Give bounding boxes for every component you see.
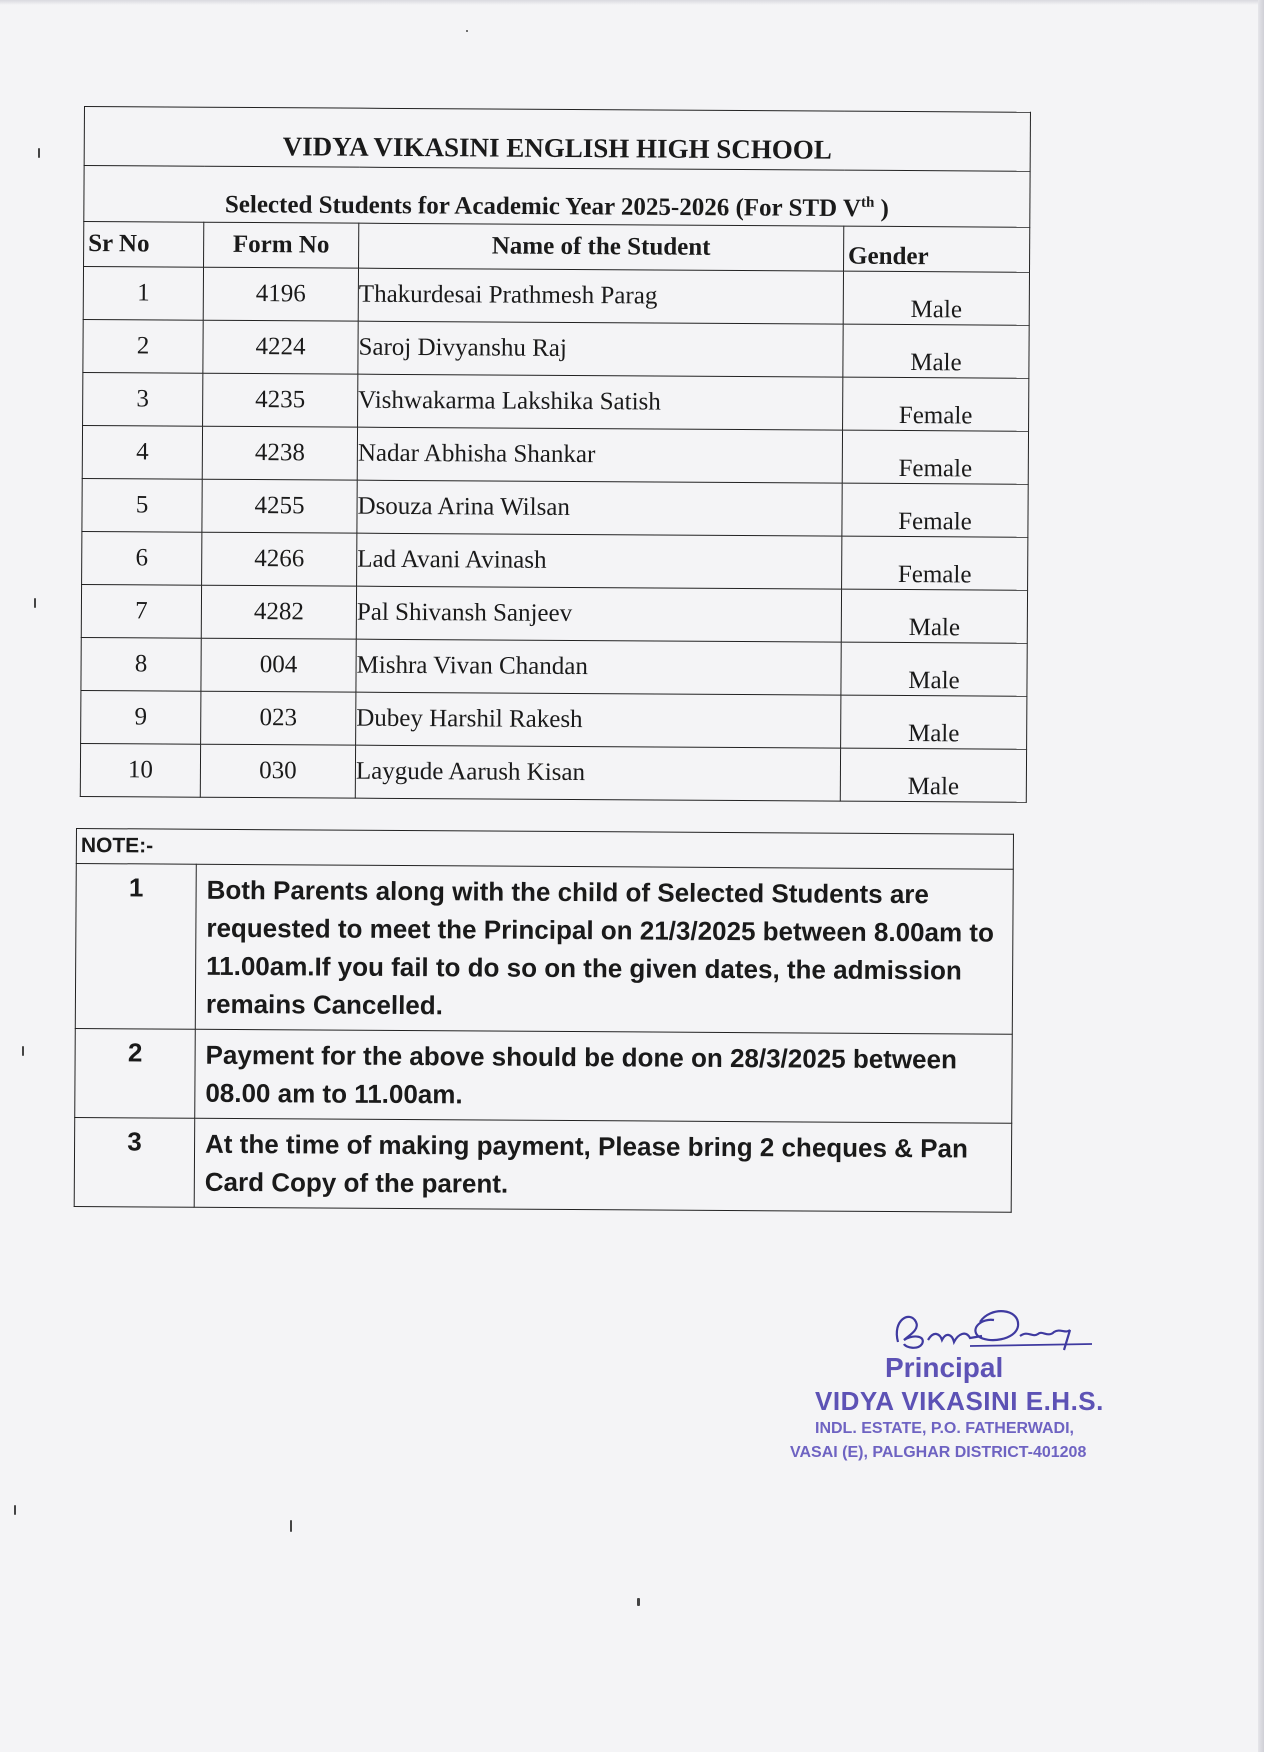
notes-table [74,828,1014,1213]
cell-gender: Male [841,589,1027,643]
scan-speck [14,1505,16,1515]
cell-student-name: Vishwakarma Lakshika Satish [358,374,843,430]
header-sr-no: Sr No [84,222,204,268]
table-row [81,584,1027,643]
cell-gender: Male [840,748,1026,802]
table-row [81,690,1027,749]
cell-form-no: 4266 [202,532,357,586]
cell-form-no: 4238 [202,426,357,480]
page-top-edge [0,0,1264,5]
header-gender: Gender [844,226,1030,272]
subtitle-superscript: th [860,194,875,211]
scan-speck [38,148,40,158]
page-right-edge [1258,0,1264,1752]
cell-student-name: Lad Avani Avinash [357,533,842,589]
scan-speck [466,30,468,32]
cell-student-name: Dsouza Arina Wilsan [357,480,842,536]
note-item [75,1028,1013,1123]
cell-gender: Male [843,271,1029,325]
scan-speck [290,1520,292,1532]
cell-student-name: Saroj Divyanshu Raj [358,321,843,377]
cell-student-name: Laygude Aarush Kisan [355,745,840,801]
note-text: Payment for the above should be done on 28/3/2025 between 08.00 am to 11.00am. [195,1029,1013,1123]
cell-gender: Male [841,695,1027,749]
scan-speck [22,1046,24,1056]
note-item [74,1117,1012,1212]
cell-sr: 4 [82,425,202,479]
scan-speck [637,1598,640,1606]
stamp-school-name: VIDYA VIKASINI E.H.S. [815,1386,1104,1416]
table-row [80,743,1026,802]
table-row [82,425,1028,484]
cell-sr: 6 [82,531,202,585]
subtitle-text: Selected Students for Academic Year 2025-2026 (For STD V [224,190,862,222]
notes-heading: NOTE:- [76,829,1013,870]
cell-form-no: 004 [201,638,356,692]
table-row [83,267,1029,326]
table-row [83,319,1029,378]
header-name: Name of the Student [359,223,844,271]
stamp-role: Principal [885,1352,1004,1383]
stamp-address-line1: INDL. ESTATE, P.O. FATHERWADI, [815,1420,1074,1437]
cell-form-no: 4255 [202,479,357,533]
cell-gender: Male [843,324,1029,378]
cell-form-no: 030 [200,744,355,798]
table-subtitle [84,166,1030,228]
table-header-row [84,222,1030,273]
principal-stamp [780,1300,1140,1470]
subtitle-close: ) [874,194,889,222]
cell-gender: Female [842,536,1028,590]
table-row [81,637,1027,696]
cell-sr: 5 [82,478,202,532]
note-number: 1 [75,864,196,1030]
school-name: VIDYA VIKASINI ENGLISH HIGH SCHOOL [84,107,1030,172]
note-number: 3 [74,1117,195,1207]
stamp-address-line2: VASAI (E), PALGHAR DISTRICT-401208 [790,1444,1087,1461]
cell-sr: 7 [81,584,201,638]
cell-gender: Male [841,642,1027,696]
cell-sr: 2 [83,319,203,373]
note-item [75,864,1013,1035]
cell-form-no: 023 [201,691,356,745]
cell-sr: 8 [81,637,201,691]
table-row [82,531,1028,590]
cell-form-no: 4224 [203,320,358,374]
cell-student-name: Pal Shivansh Sanjeev [356,586,841,642]
table-row [83,372,1029,431]
cell-gender: Female [842,430,1028,484]
header-form-no: Form No [204,222,359,268]
selected-students-table [80,106,1031,803]
table-row [82,478,1028,537]
cell-sr: 10 [80,743,200,797]
cell-form-no: 4196 [203,267,358,321]
cell-form-no: 4282 [201,585,356,639]
note-text: At the time of making payment, Please bring 2 cheques & Pan Card Copy of the parent. [194,1118,1012,1212]
cell-gender: Female [843,377,1029,431]
cell-form-no: 4235 [203,373,358,427]
cell-sr: 1 [83,267,203,321]
cell-student-name: Dubey Harshil Rakesh [356,692,841,748]
note-text: Both Parents along with the child of Selected Students are requested to meet the Principal on 21/3/2025 between 8.00am to 11.00am.If you fail to do so on the given dates, the admission remains Cancelled. [195,864,1013,1034]
scan-speck [34,598,36,608]
cell-sr: 9 [81,690,201,744]
cell-student-name: Nadar Abhisha Shankar [357,427,842,483]
cell-sr: 3 [83,372,203,426]
cell-gender: Female [842,483,1028,537]
note-number: 2 [75,1028,196,1118]
cell-student-name: Thakurdesai Prathmesh Parag [358,268,843,324]
cell-student-name: Mishra Vivan Chandan [356,639,841,695]
